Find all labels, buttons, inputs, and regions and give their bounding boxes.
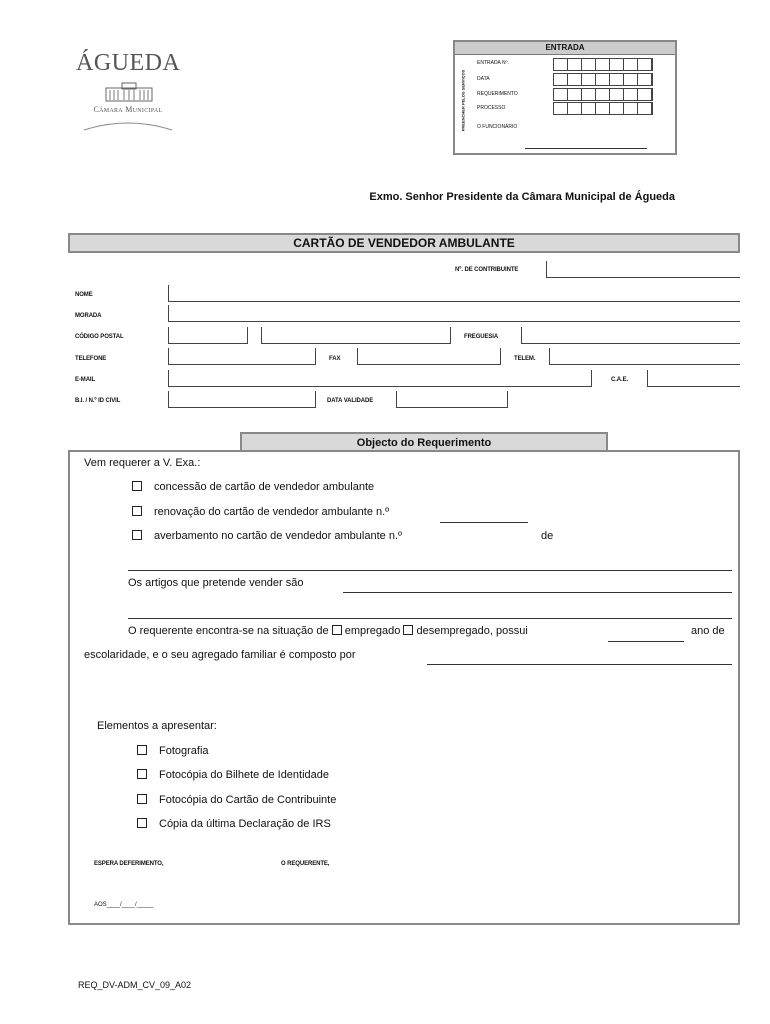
option-averbamento[interactable] <box>132 530 402 542</box>
cae-label: C.A.E. <box>611 377 629 383</box>
entrada-row-label: DATA <box>477 76 490 82</box>
contribuinte-field[interactable] <box>546 261 740 278</box>
logo-name: ÁGUEDA <box>76 50 181 76</box>
footer-code: REQ_DV-ADM_CV_09_A02 <box>78 980 192 990</box>
escolaridade-line[interactable] <box>608 641 684 642</box>
contribuinte-copy-checkbox[interactable] <box>137 794 147 804</box>
email-label: E-MAIL <box>75 377 96 383</box>
bi-label: B.I. / N.º ID CIVIL <box>75 398 121 404</box>
escolaridade-text: escolaridade, e o seu agregado familiar é composto por <box>84 649 356 661</box>
de-label: de <box>541 530 554 542</box>
fax-field[interactable] <box>357 348 501 365</box>
telem-label: TELEM. <box>514 356 536 362</box>
town-hall-icon <box>104 82 154 102</box>
artigos-line-2[interactable] <box>128 618 732 619</box>
entrada-row-label: ENTRADA Nº. <box>477 60 509 66</box>
telefone-label: TELEFONE <box>75 356 107 362</box>
logo-swoosh <box>82 118 174 132</box>
renovacao-checkbox[interactable] <box>132 506 142 516</box>
elemento-item[interactable] <box>137 769 329 781</box>
entrada-box <box>453 40 677 155</box>
elemento-item[interactable] <box>137 745 209 757</box>
cae-field[interactable] <box>647 370 740 387</box>
averbamento-details-line[interactable] <box>128 570 732 571</box>
entrada-number-cells[interactable] <box>553 58 653 71</box>
option-renovacao[interactable] <box>132 506 389 518</box>
telefone-field[interactable] <box>168 348 316 365</box>
municipal-logo <box>76 44 180 134</box>
codigo-postal-field-2[interactable] <box>261 327 451 344</box>
elementos-title: Elementos a apresentar: <box>97 720 217 732</box>
empregado-checkbox[interactable] <box>332 625 342 635</box>
contribuinte-label: Nº. DE CONTRIBUINTE <box>455 267 519 273</box>
entrada-side-label: PREENCHER PELOS SERVIÇOS <box>460 69 466 132</box>
morada-field[interactable] <box>168 305 740 322</box>
fotografia-checkbox[interactable] <box>137 745 147 755</box>
objecto-panel <box>68 450 740 925</box>
option-label: renovação do cartão de vendedor ambulante n.º <box>154 506 390 518</box>
entrada-row-label: O FUNCIONÁRIO <box>477 124 518 130</box>
fax-label: FAX <box>329 356 341 362</box>
telem-field[interactable] <box>549 348 740 365</box>
situacao-line <box>128 625 528 637</box>
elemento-label: Fotocópia do Cartão de Contribuinte <box>159 794 337 806</box>
option-label: averbamento no cartão de vendedor ambulante n.º <box>154 530 403 542</box>
entrada-date-cells[interactable] <box>553 73 653 86</box>
entrada-requerimento-cells[interactable] <box>553 88 653 101</box>
averbamento-checkbox[interactable] <box>132 530 142 540</box>
email-field[interactable] <box>168 370 592 387</box>
option-label: concessão de cartão de vendedor ambulante <box>154 481 375 493</box>
elemento-item[interactable] <box>137 794 336 806</box>
bi-copy-checkbox[interactable] <box>137 769 147 779</box>
codigo-postal-label: CÓDIGO POSTAL <box>75 334 124 340</box>
elemento-item[interactable] <box>137 818 331 830</box>
morada-label: MORADA <box>75 313 102 319</box>
logo-subtitle: Câmara Municipal <box>93 105 163 114</box>
artigos-line-1[interactable] <box>343 592 732 593</box>
o-requerente: O REQUERENTE, <box>281 861 330 867</box>
objecto-title: Objecto do Requerimento <box>240 432 608 450</box>
data-validade-label: DATA VALIDADE <box>327 398 374 404</box>
situacao-text: O requerente encontra-se na situação de <box>128 625 329 637</box>
elemento-label: Fotocópia do Bilhete de Identidade <box>159 769 330 781</box>
agregado-line[interactable] <box>427 664 732 665</box>
freguesia-field[interactable] <box>521 327 740 344</box>
objecto-intro: Vem requerer a V. Exa.: <box>84 457 201 469</box>
aos-date[interactable]: AOS____/____/_____ <box>94 902 154 908</box>
entrada-processo-cells[interactable] <box>553 102 653 115</box>
nome-label: NOME <box>75 292 93 298</box>
irs-copy-checkbox[interactable] <box>137 818 147 828</box>
renovacao-number-line[interactable] <box>440 522 528 523</box>
elemento-label: Cópia da última Declaração de IRS <box>159 818 331 830</box>
entrada-title: ENTRADA <box>455 42 675 55</box>
elemento-label: Fotografia <box>159 745 209 757</box>
artigos-label: Os artigos que pretende vender são <box>128 577 304 589</box>
ano-de-label: ano de <box>691 625 725 637</box>
data-validade-field[interactable] <box>396 391 508 408</box>
funcionario-signature-line[interactable] <box>525 148 647 149</box>
desempregado-checkbox[interactable] <box>403 625 413 635</box>
empregado-label: empregado <box>344 625 401 637</box>
desempregado-label: desempregado, possui <box>416 625 528 637</box>
option-concessao[interactable] <box>132 481 374 493</box>
concessao-checkbox[interactable] <box>132 481 142 491</box>
form-title: CARTÃO DE VENDEDOR AMBULANTE <box>68 233 740 253</box>
freguesia-label: FREGUESIA <box>464 334 499 340</box>
espera-deferimento: ESPERA DEFERIMENTO, <box>94 861 164 867</box>
nome-field[interactable] <box>168 285 740 302</box>
entrada-row-label: PROCESSO <box>477 105 506 111</box>
bi-field[interactable] <box>168 391 316 408</box>
codigo-postal-field-1[interactable] <box>168 327 248 344</box>
entrada-row-label: REQUERIMENTO <box>477 91 518 97</box>
addressee: Exmo. Senhor Presidente da Câmara Municipal de Águeda <box>369 191 675 203</box>
